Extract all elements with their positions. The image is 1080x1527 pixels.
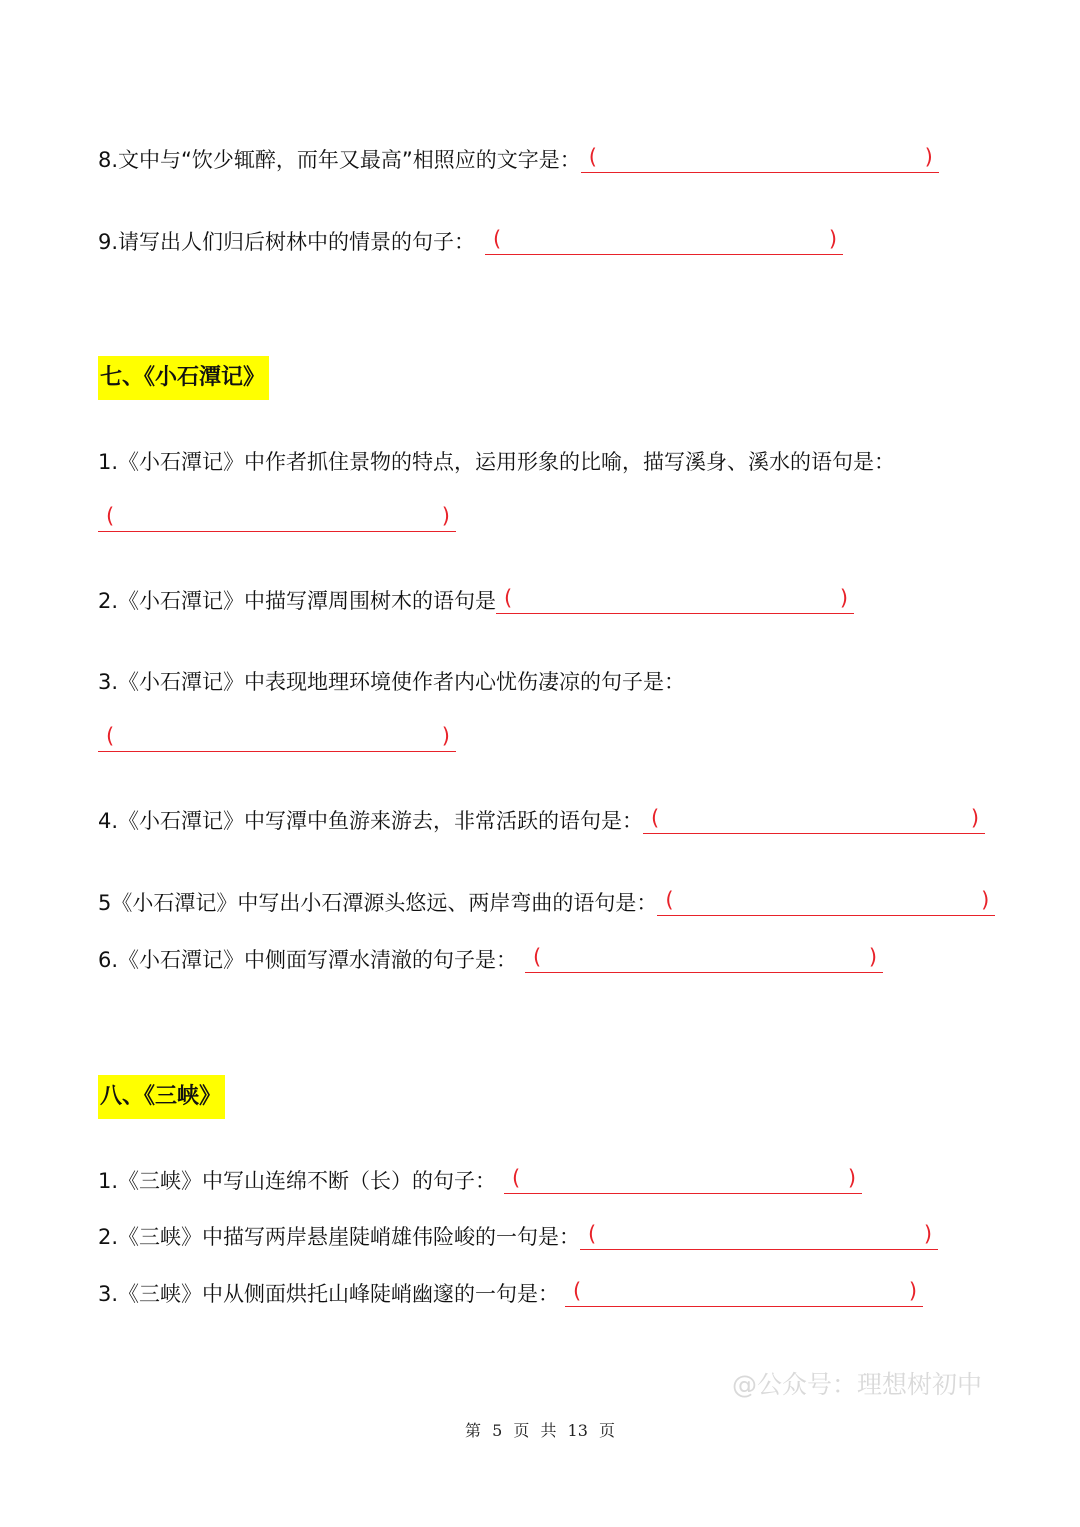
answer-blank[interactable]: ( ) xyxy=(525,944,883,973)
answer-blank[interactable]: ( ) xyxy=(643,805,985,834)
answer-blank[interactable]: ( ) xyxy=(504,1165,862,1194)
watermark: @公众号：理想树初中 xyxy=(731,1370,982,1399)
question-7-4 xyxy=(98,805,985,836)
question-text: 3.《三峡》中从侧面烘托山峰陡峭幽邃的一句是： xyxy=(98,1282,560,1306)
question-text: 3.《小石潭记》中表现地理环境使作者内心忧伤凄凉的句子是： xyxy=(98,670,686,694)
question-7-1 xyxy=(98,447,895,477)
question-8-3 xyxy=(98,1278,923,1309)
question-text: 1.《三峡》中写山连绵不断（长）的句子： xyxy=(98,1169,497,1193)
page-number: 第 5 页 共 13 页 xyxy=(465,1421,615,1440)
answer-blank[interactable]: ( ) xyxy=(98,723,456,752)
question-text: 5《小石潭记》中写出小石潭源头悠远、两岸弯曲的语句是： xyxy=(98,891,658,915)
answer-blank[interactable]: ( ) xyxy=(496,585,854,614)
answer-blank[interactable]: ( ) xyxy=(485,226,843,255)
question-7-1-answer xyxy=(98,503,456,534)
question-text: 4.《小石潭记》中写潭中鱼游来游去，非常活跃的语句是： xyxy=(98,809,644,833)
question-9 xyxy=(98,226,843,257)
question-7-6 xyxy=(98,944,883,975)
section-heading: 七、《小石潭记》 xyxy=(98,356,269,400)
answer-blank[interactable]: ( ) xyxy=(580,1221,938,1250)
question-text: 8.文中与“饮少辄醉，而年又最高”相照应的文字是： xyxy=(98,148,581,172)
answer-blank[interactable]: ( ) xyxy=(98,503,456,532)
question-text: 6.《小石潭记》中侧面写潭水清澈的句子是： xyxy=(98,948,518,972)
answer-blank[interactable]: ( ) xyxy=(565,1278,923,1307)
question-text: 2.《三峡》中描写两岸悬崖陡峭雄伟险峻的一句是： xyxy=(98,1225,581,1249)
section-heading: 八、《三峡》 xyxy=(98,1075,225,1119)
question-8-1 xyxy=(98,1165,862,1196)
answer-blank[interactable]: ( ) xyxy=(657,887,995,916)
question-7-3-answer xyxy=(98,723,456,754)
question-7-3 xyxy=(98,667,685,697)
question-7-5 xyxy=(98,887,995,918)
question-text: 2.《小石潭记》中描写潭周围树木的语句是 xyxy=(98,589,497,613)
question-8-2 xyxy=(98,1221,938,1252)
question-text: 1.《小石潭记》中作者抓住景物的特点，运用形象的比喻，描写溪身、溪水的语句是： xyxy=(98,450,896,474)
question-7-2 xyxy=(98,585,854,616)
answer-blank[interactable]: ( ) xyxy=(581,144,939,173)
question-8 xyxy=(98,144,939,175)
question-text: 9.请写出人们归后树林中的情景的句子： xyxy=(98,230,476,254)
